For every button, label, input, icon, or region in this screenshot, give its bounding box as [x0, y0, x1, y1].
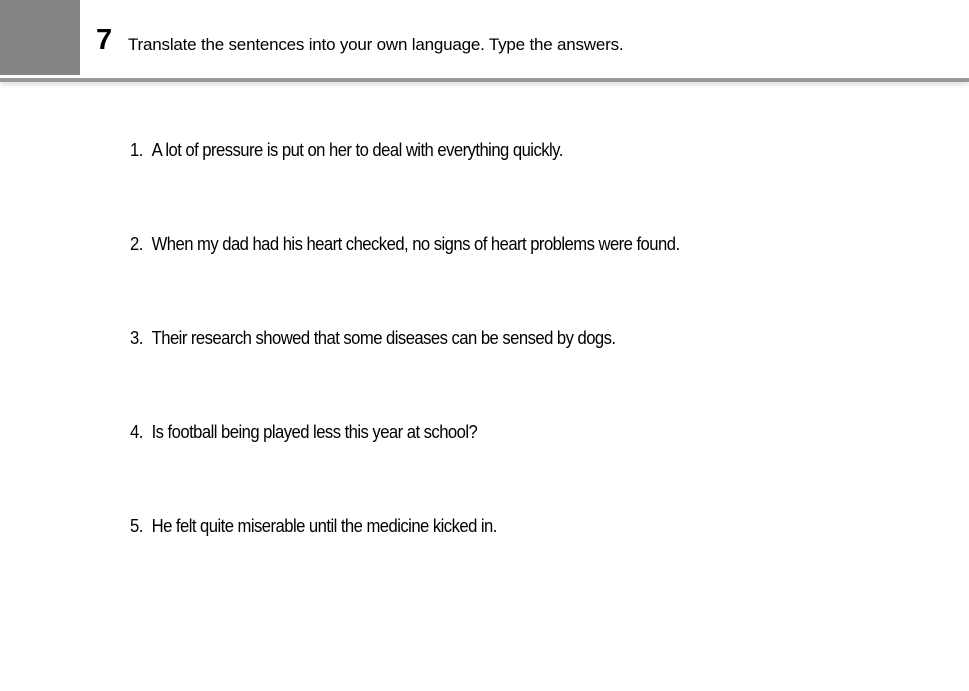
sentence-text: He felt quite miserable until the medicine kicked in. [151, 515, 497, 536]
sentence-item [130, 515, 497, 537]
sentence-number: 1. [130, 139, 143, 160]
sentence-text: When my dad had his heart checked, no signs of heart problems were found. [151, 233, 680, 254]
exercise-header [0, 0, 969, 78]
sentence-number: 4. [130, 421, 143, 442]
sentence-text: Is football being played less this year at school? [151, 421, 478, 442]
sentence-number: 2. [130, 233, 143, 254]
sentence-item [130, 327, 616, 349]
sentence-text: A lot of pressure is put on her to deal with everything quickly. [151, 139, 563, 160]
sentence-item [130, 139, 563, 161]
sentence-number: 5. [130, 515, 143, 536]
exercise-number: 7 [96, 24, 112, 56]
sentence-item [130, 233, 680, 255]
exercise-instruction: Translate the sentences into your own language. Type the answers. [128, 35, 624, 54]
header-color-block [0, 0, 80, 75]
sentence-item [130, 421, 477, 443]
header-divider [0, 78, 969, 82]
sentence-number: 3. [130, 327, 143, 348]
sentence-text: Their research showed that some diseases can be sensed by dogs. [151, 327, 616, 348]
